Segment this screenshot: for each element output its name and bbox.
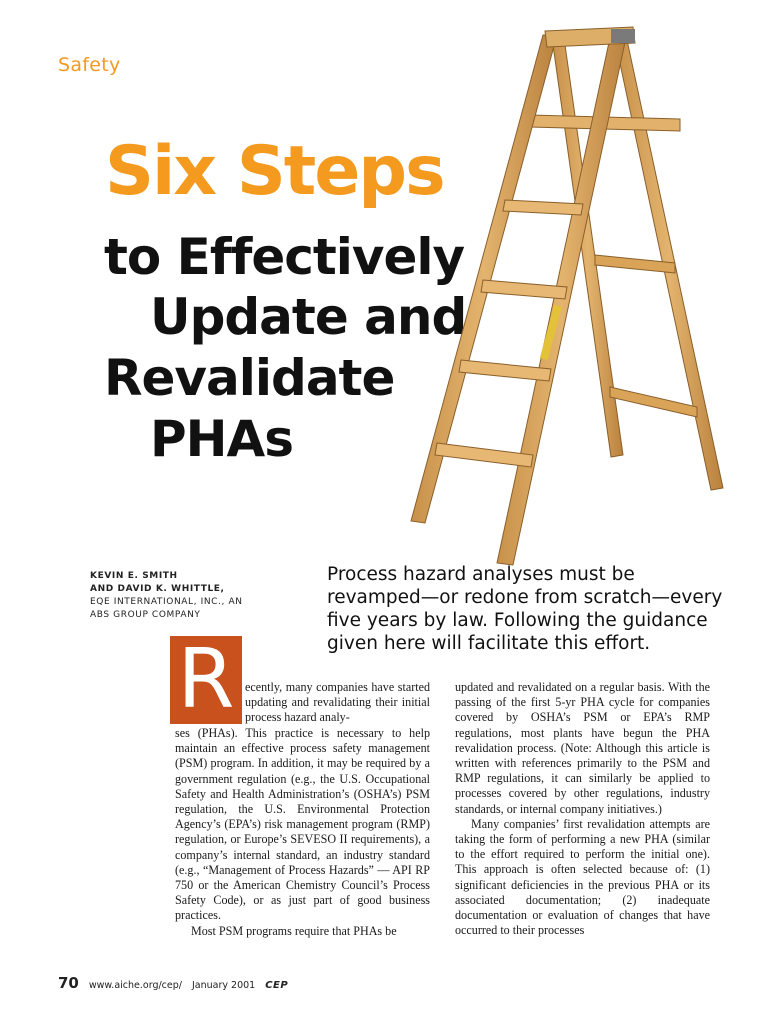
title-line-4: PHAs <box>150 410 293 468</box>
section-label: Safety <box>58 54 121 76</box>
title-line-1: to Effectively <box>104 228 465 286</box>
page-number: 70 <box>58 974 79 992</box>
body-paragraph: ses (PHAs). This practice is necessary to help maintain an effective process safety management (PSM) program. In addition, it may be required by a government regulation (e.g., the U.S. Occupational Safety and Health Administration’s (OSHA’s) PSM regulation, the U.S. Environmental Protection Agency’s (EPA’s) risk management program (RMP) regulation, or Europe’s SEVESO II requirements), a company’s internal standard, an industry standard (e.g., “Management of Process Hazards” — API RP 750 or the American Chemistry Council’s Process Safety Code), or as just part of good business practices. <box>175 726 430 923</box>
author-block <box>90 570 310 622</box>
ladder-step <box>459 360 551 381</box>
author-affiliation-line-1: EQE INTERNATIONAL, INC., AN <box>90 597 243 607</box>
title-line-3: Revalidate <box>104 349 395 407</box>
footer-url: www.aiche.org/cep/ <box>88 980 182 991</box>
page-footer <box>58 974 288 994</box>
ladder-step <box>503 200 583 215</box>
body-column-1-lead <box>245 680 430 726</box>
author-affiliation-line-2: ABS GROUP COMPANY <box>90 610 201 620</box>
body-paragraph: Many companies’ first revalidation attempts are taking the form of performing a new PHA (similar to the effort required to perform the initial one). This approach is often selected because of: (1) significant deficiencies in the previous PHA or its associated documentation; (2) inadequate documentation or evaluation of changes that have occurred to their processes <box>455 816 710 938</box>
ladder-hinge <box>611 29 635 43</box>
journal-logo: CEP <box>265 980 289 991</box>
ladder-step <box>481 280 567 299</box>
ladder-illustration <box>405 25 735 575</box>
body-paragraph: updated and revalidated on a regular basis. With the passing of the first 5-yr PHA cycle for companies covered by OSHA’s PSM or EPA’s RMP regulations, most plants have begun the PHA revalidation process. (Note: Although this article is written with references primarily to the PSM and RMP regulations, it can similarly be applied to processes covered by other regulations, industry standards, or internal company initiatives.) <box>455 680 710 816</box>
ladder-step <box>435 443 533 467</box>
author-names-line-1: KEVIN E. SMITH <box>90 571 178 581</box>
body-paragraph: ecently, many companies have started updating and revalidating their initial process hazard analy- <box>245 680 430 725</box>
author-names-line-2: AND DAVID K. WHITTLE, <box>90 584 225 594</box>
footer-date: January 2001 <box>191 980 256 991</box>
body-column-1 <box>175 726 430 939</box>
body-paragraph: Most PSM programs require that PHAs be <box>191 923 397 938</box>
ladder-rear-brace <box>610 387 697 417</box>
article-deck: Process hazard analyses must be revamped—or redone from scratch—every five years by law. Following the guidance given here will facilitate this effort. <box>327 564 723 654</box>
body-column-2 <box>455 680 710 938</box>
title-main: Six Steps <box>105 132 444 211</box>
title-line-2: Update and <box>150 288 467 346</box>
drop-cap: R <box>170 636 242 724</box>
